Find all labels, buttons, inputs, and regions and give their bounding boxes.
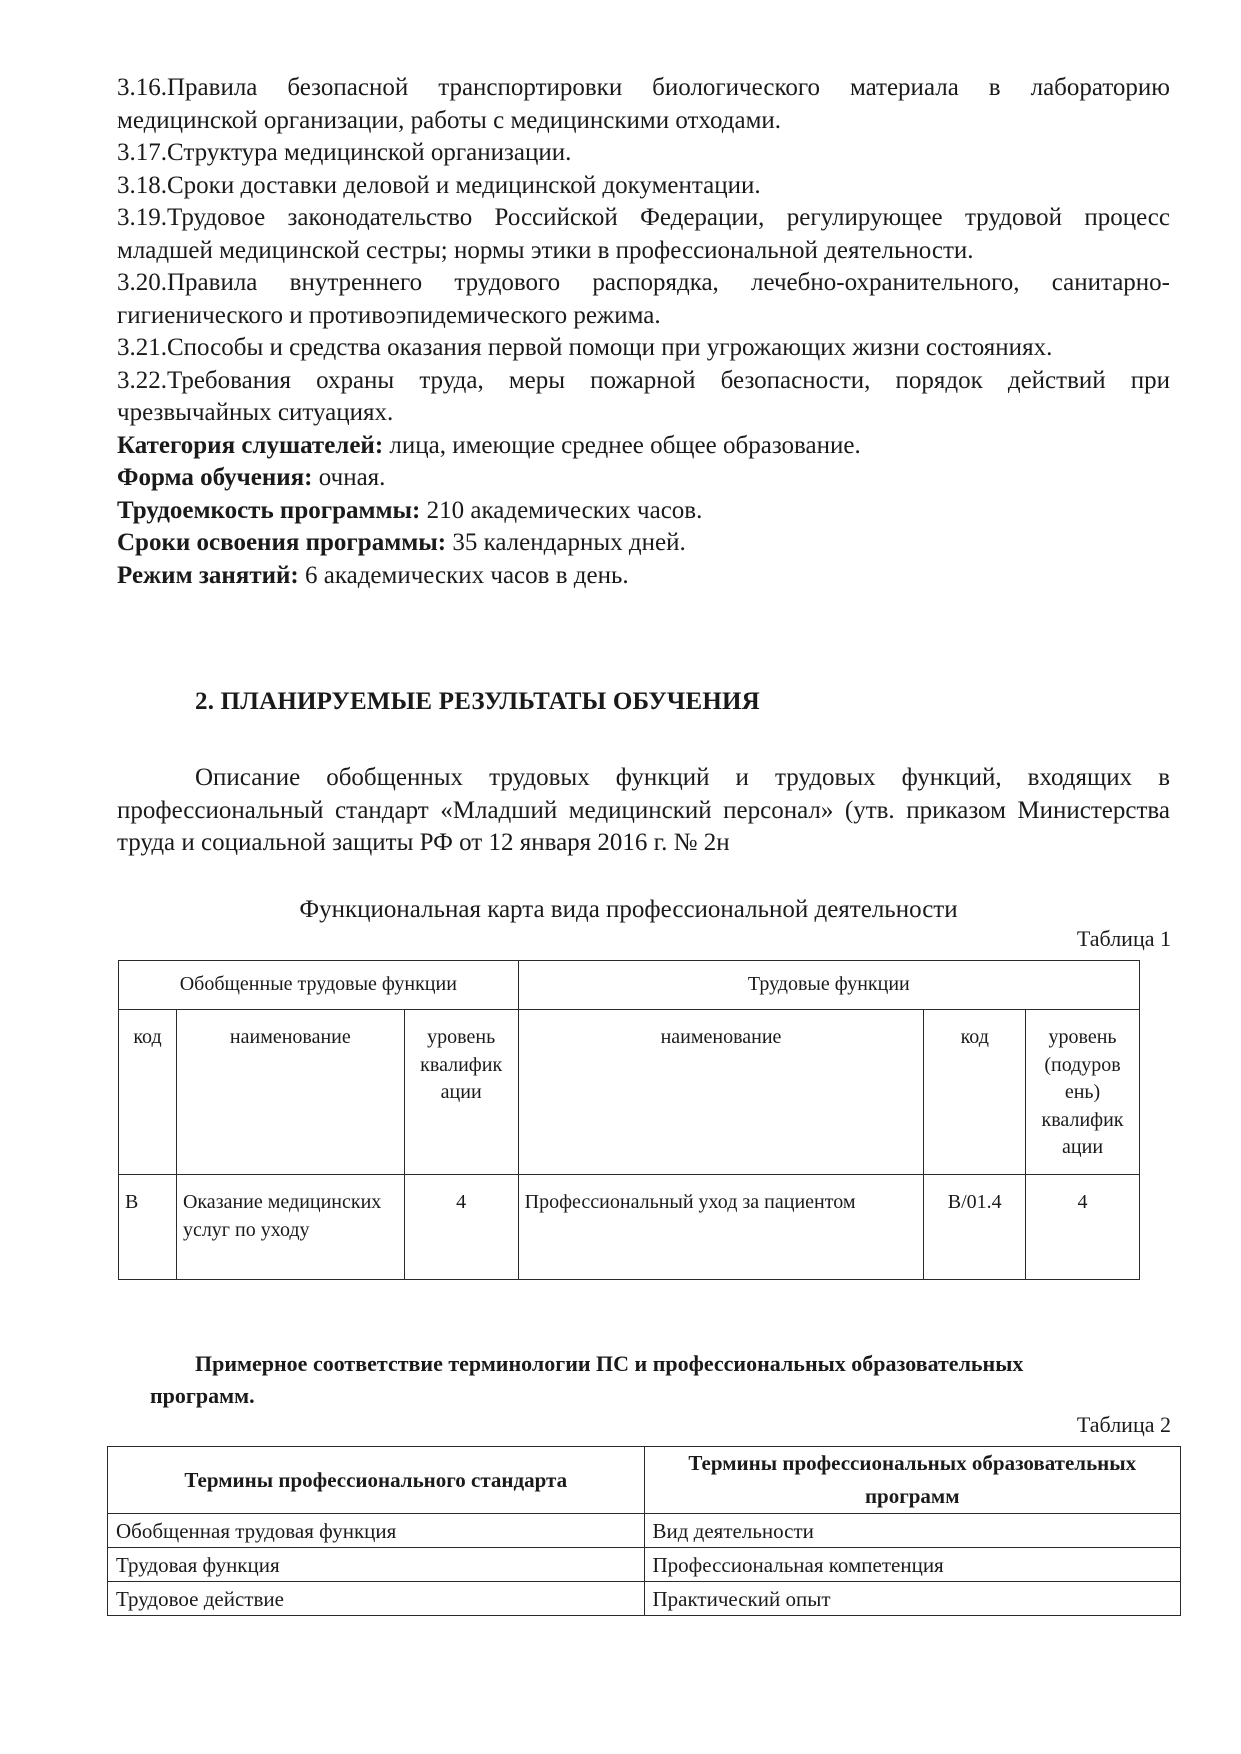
table2-number: Таблица 2 bbox=[1076, 1412, 1171, 1437]
list-item-3-21 bbox=[117, 332, 1170, 365]
table2-header-row bbox=[108, 1447, 1181, 1514]
info-class-schedule bbox=[117, 560, 1170, 593]
table2-title-line1: Примерное соответствие терминологии ПС и профессиональных образовательных bbox=[195, 1351, 1024, 1376]
info-listeners-category bbox=[117, 430, 1170, 463]
cell-program-term: Профессиональная компетенция bbox=[644, 1548, 1181, 1582]
group-header-generalized-functions: Обобщенные трудовые функции bbox=[119, 961, 519, 1010]
cell-level: 4 bbox=[404, 1175, 518, 1280]
column-header-function-code: код bbox=[924, 1010, 1026, 1175]
info-value: 35 календарных дней. bbox=[446, 529, 686, 556]
info-program-hours bbox=[117, 495, 1170, 528]
info-value: 6 академических часов в день. bbox=[298, 561, 629, 589]
info-label: Режим занятий: bbox=[117, 561, 299, 589]
item-text: Правила внутреннего трудового распорядка, лечебно-охранительного, санитарно-гигиенического и противоэпидемического режима. bbox=[117, 269, 1170, 329]
item-text: Правила безопасной транспортировки биологического материала в лабораторию медицинской организации, работы с медицинскими отходами. bbox=[117, 74, 1170, 134]
terminology-table bbox=[107, 1446, 1181, 1616]
list-item-3-22 bbox=[117, 365, 1170, 430]
list-item-3-18 bbox=[117, 170, 1170, 203]
item-number: 3.20. bbox=[117, 269, 167, 296]
cell-sublevel: 4 bbox=[1026, 1175, 1140, 1280]
item-number: 3.18. bbox=[117, 171, 167, 199]
info-study-form bbox=[117, 462, 1170, 495]
column-header-sublevel: уровень (подуров ень) квалифик ации bbox=[1026, 1010, 1140, 1175]
cell-function-code: B/01.4 bbox=[924, 1175, 1026, 1280]
column-header-function-name: наименование bbox=[518, 1010, 924, 1175]
cell-standard-term: Трудовое действие bbox=[108, 1582, 645, 1616]
item-text: Структура медицинской организации. bbox=[167, 139, 572, 166]
section-intro: Описание обобщенных трудовых функций и трудовых функций, входящих в профессиональный стандарт «Младший медицинский персонал» (утв. приказом Министерства труда и социальной защиты РФ от 12 января 2016 г. № 2н bbox=[117, 764, 1170, 856]
list-item-3-17 bbox=[117, 137, 1170, 170]
table2-title-continued bbox=[150, 1380, 1170, 1412]
column-header-program-terms: Термины профессиональных образовательных программ bbox=[644, 1447, 1181, 1514]
item-number: 3.17. bbox=[117, 139, 167, 166]
column-header-standard-terms: Термины профессионального стандарта bbox=[108, 1447, 645, 1514]
item-text: Требования охраны труда, меры пожарной безопасности, порядок действий при чрезвычайных ситуациях. bbox=[117, 366, 1170, 426]
table-row bbox=[108, 1582, 1181, 1616]
table1-caption: Функциональная карта вида профессиональной деятельности bbox=[299, 896, 958, 923]
column-header-name: наименование bbox=[176, 1010, 404, 1175]
table2-title-line2: программ. bbox=[150, 1383, 255, 1408]
item-number: 3.21. bbox=[117, 334, 167, 361]
list-item-3-20 bbox=[117, 267, 1170, 332]
cell-function-name: Профессиональный уход за пациентом bbox=[518, 1175, 924, 1280]
cell-program-term: Практический опыт bbox=[644, 1582, 1181, 1616]
group-header-labor-functions: Трудовые функции bbox=[518, 961, 1139, 1010]
info-label: Трудоемкость программы: bbox=[117, 496, 421, 524]
item-number: 3.16. bbox=[117, 74, 167, 101]
table-row bbox=[119, 1175, 1140, 1280]
info-label: Форма обучения: bbox=[117, 464, 313, 491]
info-value: очная. bbox=[312, 464, 386, 491]
section-heading: 2. ПЛАНИРУЕМЫЕ РЕЗУЛЬТАТЫ ОБУЧЕНИЯ bbox=[195, 688, 760, 715]
item-text: Способы и средства оказания первой помощи при угрожающих жизни состояниях. bbox=[167, 334, 1053, 361]
item-text: Сроки доставки деловой и медицинской документации. bbox=[167, 171, 761, 199]
table2-title bbox=[150, 1348, 1170, 1380]
cell-code: В bbox=[119, 1175, 177, 1280]
info-label: Сроки освоения программы: bbox=[117, 529, 447, 556]
functional-map-table bbox=[118, 960, 1140, 1280]
table1-group-header-row bbox=[119, 961, 1140, 1010]
table-row bbox=[108, 1514, 1181, 1548]
item-number: 3.19. bbox=[117, 204, 167, 231]
cell-standard-term: Обобщенная трудовая функция bbox=[108, 1514, 645, 1548]
table1-number: Таблица 1 bbox=[1076, 926, 1171, 951]
info-value: лица, имеющие среднее общее образование. bbox=[383, 431, 861, 459]
info-value: 210 академических часов. bbox=[420, 496, 703, 524]
table1-column-header-row bbox=[119, 1010, 1140, 1175]
list-item-3-19 bbox=[117, 202, 1170, 267]
cell-program-term: Вид деятельности bbox=[644, 1514, 1181, 1548]
item-number: 3.22. bbox=[117, 366, 167, 394]
info-program-duration bbox=[117, 527, 1170, 560]
list-item-3-16 bbox=[117, 72, 1170, 137]
table-row bbox=[108, 1548, 1181, 1582]
column-header-code: код bbox=[119, 1010, 177, 1175]
item-text: Трудовое законодательство Российской Федерации, регулирующее трудовой процесс младшей медицинской сестры; нормы этики в профессиональной деятельности. bbox=[117, 204, 1170, 264]
cell-name: Оказание медицинских услуг по уходу bbox=[176, 1175, 404, 1280]
column-header-qualification-level: уровень квалифик ации bbox=[404, 1010, 518, 1175]
requirements-list bbox=[117, 72, 1170, 592]
cell-standard-term: Трудовая функция bbox=[108, 1548, 645, 1582]
info-label: Категория слушателей: bbox=[117, 431, 384, 459]
